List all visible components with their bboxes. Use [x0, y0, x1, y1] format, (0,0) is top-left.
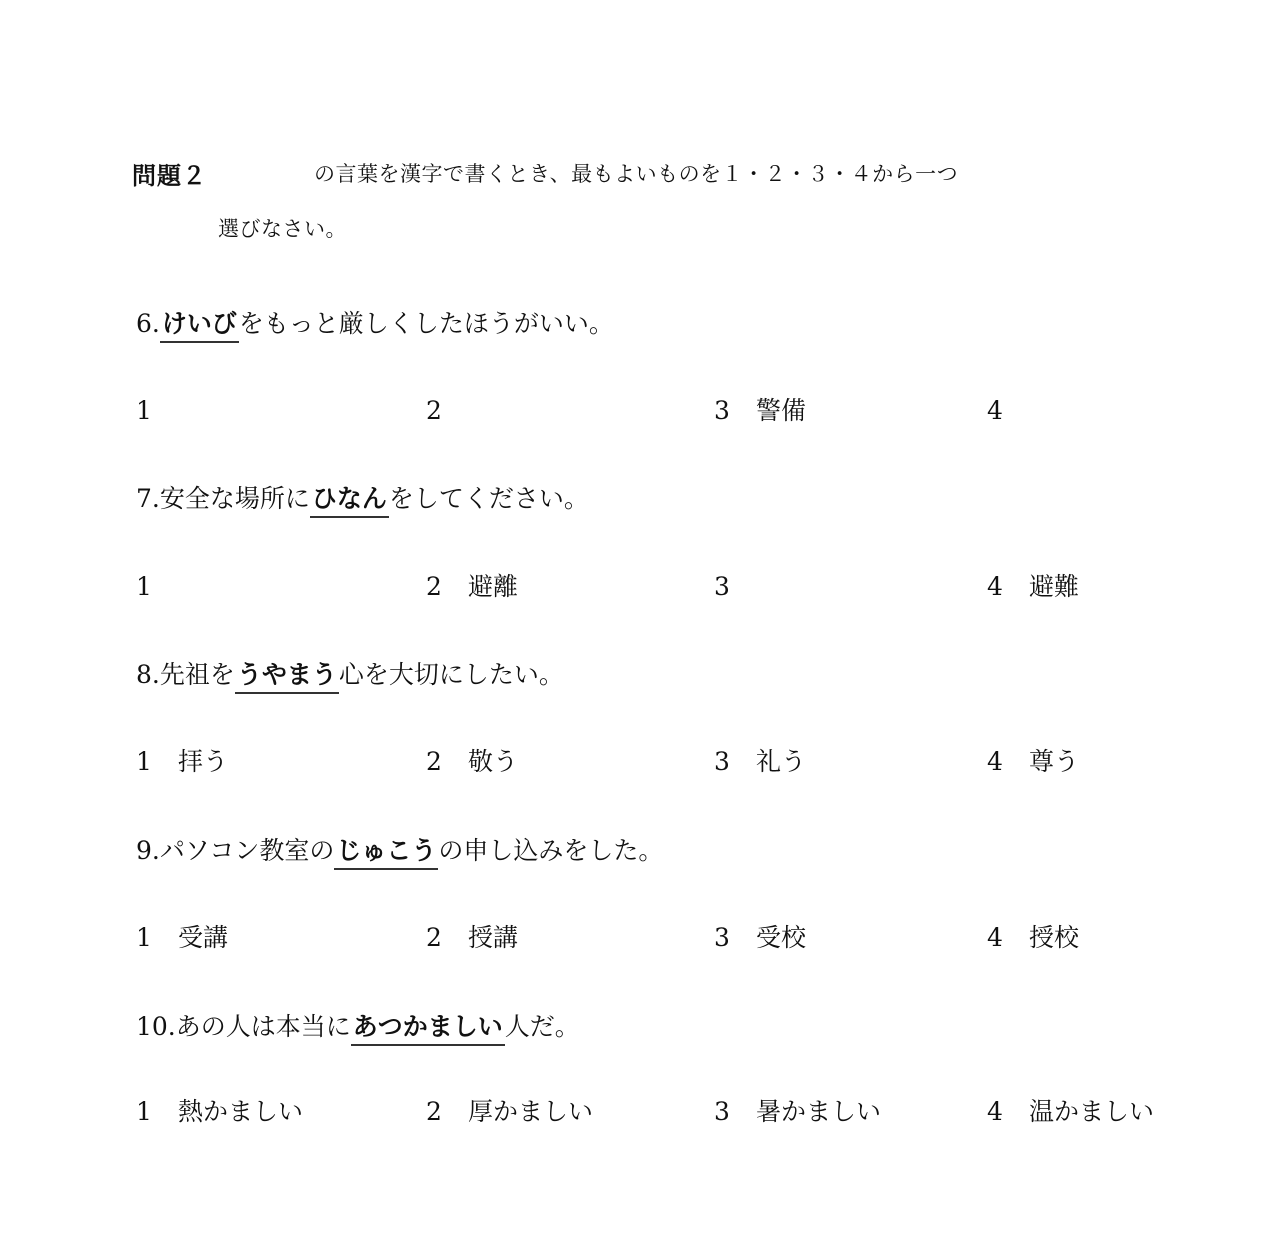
option-number: 3 — [714, 1097, 730, 1126]
option-3 — [714, 921, 806, 955]
option-number: 2 — [426, 747, 442, 776]
option-4 — [987, 921, 1079, 955]
option-number: 1 — [136, 923, 152, 952]
option-1 — [136, 1095, 303, 1129]
option-3 — [714, 394, 806, 428]
target-word: けいび — [160, 309, 239, 343]
option-number: 3 — [714, 923, 730, 952]
option-text: 温かましい — [1029, 1097, 1155, 1126]
option-4 — [987, 394, 1029, 428]
option-4 — [987, 570, 1079, 604]
option-number: 4 — [987, 572, 1003, 601]
option-2 — [426, 1095, 593, 1129]
option-text: 熱かましい — [178, 1097, 304, 1126]
option-3 — [714, 1095, 881, 1129]
option-2 — [426, 745, 518, 779]
option-1 — [136, 921, 228, 955]
option-number: 3 — [714, 572, 730, 601]
option-number: 2 — [426, 396, 442, 425]
option-number: 2 — [426, 572, 442, 601]
instruction-line-1: の言葉を漢字で書くとき、最もよいものを１・２・３・４から一つ — [314, 162, 959, 186]
option-text: 避離 — [468, 572, 519, 601]
option-1 — [136, 745, 228, 779]
target-word: じゅこう — [334, 836, 438, 870]
option-4 — [987, 745, 1079, 779]
question-sentence — [136, 658, 564, 694]
option-number: 1 — [136, 572, 152, 601]
option-text: 警備 — [756, 396, 807, 425]
question-number: 7. — [136, 484, 160, 513]
option-text: 暑かましい — [756, 1097, 882, 1126]
option-text: 敬う — [468, 747, 519, 776]
sentence-before: あの人は本当に — [175, 1012, 351, 1041]
question-number: 8. — [136, 660, 160, 689]
option-number: 1 — [136, 747, 152, 776]
option-text: 授校 — [1029, 923, 1080, 952]
option-text: 授講 — [468, 923, 519, 952]
option-number: 1 — [136, 396, 152, 425]
option-number: 4 — [987, 923, 1003, 952]
sentence-after: 心を大切にしたい。 — [338, 660, 564, 689]
option-number: 3 — [714, 747, 730, 776]
option-text: 受講 — [178, 923, 229, 952]
option-number: 4 — [987, 396, 1003, 425]
option-3 — [714, 745, 806, 779]
option-1 — [136, 570, 178, 604]
sentence-after: をもっと厳しくしたほうがいい。 — [238, 309, 614, 338]
option-2 — [426, 570, 518, 604]
option-number: 1 — [136, 1097, 152, 1126]
option-text: 受校 — [756, 923, 807, 952]
sentence-before: 先祖を — [159, 660, 235, 689]
question-sentence — [136, 834, 663, 870]
question-number: 10. — [136, 1012, 176, 1041]
question-sentence — [136, 307, 614, 343]
option-number: 4 — [987, 1097, 1003, 1126]
question-number: 6. — [136, 309, 160, 338]
option-1 — [136, 394, 178, 428]
option-number: 4 — [987, 747, 1003, 776]
option-2 — [426, 394, 468, 428]
sentence-after: の申し込みをした。 — [438, 836, 664, 865]
instruction-line-2: 選びなさい。 — [218, 217, 347, 241]
question-number: 9. — [136, 836, 160, 865]
sentence-before: パソコン教室の — [159, 836, 335, 865]
option-number: 2 — [426, 923, 442, 952]
problem-label: 問題２ — [132, 162, 207, 190]
option-text: 避難 — [1029, 572, 1080, 601]
option-2 — [426, 921, 518, 955]
question-sentence — [136, 482, 589, 518]
option-text: 尊う — [1029, 747, 1080, 776]
option-text: 厚かましい — [468, 1097, 594, 1126]
option-number: 2 — [426, 1097, 442, 1126]
option-text: 礼う — [756, 747, 807, 776]
option-text: 拝う — [178, 747, 229, 776]
sentence-after: をしてください。 — [388, 484, 589, 513]
target-word: ひなん — [310, 484, 389, 518]
target-word: うやまう — [235, 660, 339, 694]
question-sentence — [136, 1010, 580, 1046]
option-4 — [987, 1095, 1154, 1129]
target-word: あつかましい — [351, 1012, 505, 1046]
option-number: 3 — [714, 396, 730, 425]
sentence-after: 人だ。 — [504, 1012, 580, 1041]
sentence-before: 安全な場所に — [159, 484, 310, 513]
option-3 — [714, 570, 756, 604]
